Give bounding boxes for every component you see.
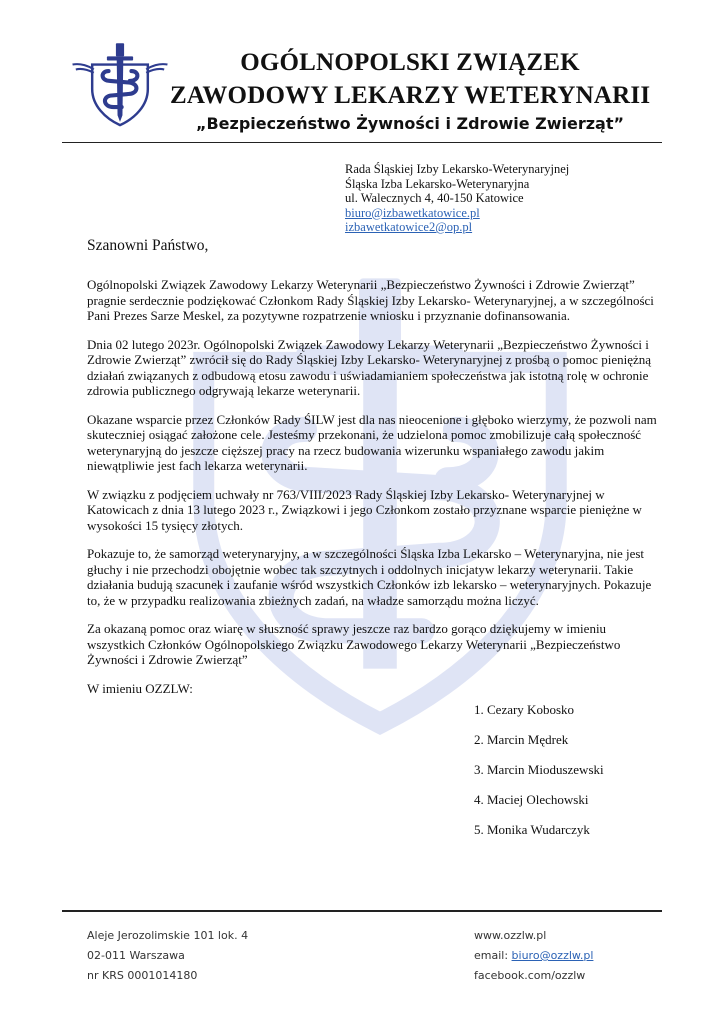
org-title-line1: OGÓLNOPOLSKI ZWIĄZEK xyxy=(240,49,580,76)
footer-email-row xyxy=(474,946,593,966)
paragraph: Ogólnopolski Związek Zawodowy Lekarzy Weterynarii „Bezpieczeństwo Żywności i Zdrowie Zwierząt” pragnie serdecznie podziękować Członkom Rady Śląskiej Izby Lekarsko- Weterynaryjnej, a w szczególności Pani Prezes Sarze Meskel, za pozytywne rozpatrzenie wniosku i przyznanie dofinansowania. xyxy=(87,277,654,323)
paragraph: Pokazuje to, że samorząd weterynaryjny, a w szczególności Śląska Izba Lekarsko – Weterynaryjna, nie jest głuchy i nie przechodzi obojętnie wobec tak szczytnych i oddolnych inicjatyw lekarzy weterynarii. Takie działania budują szacunek i zaufanie wśród wszystkich Członków izb lekarsko – weterynaryjnych. Pokazuje to, że w przypadku realizowania zbieżnych zadań, na władze samorządu można liczyć. xyxy=(87,546,652,608)
footer-contact xyxy=(474,926,593,986)
footer-email-link[interactable]: biuro@ozzlw.pl xyxy=(511,949,594,962)
footer-address-line: 02-011 Warszawa xyxy=(87,949,185,962)
signatories-list xyxy=(474,702,665,852)
footer-email-label: email: xyxy=(474,949,512,962)
recipient-email-link[interactable]: izbawetkatowice2@op.pl xyxy=(345,220,473,234)
signature-intro: W imieniu OZZLW: xyxy=(87,680,193,696)
footer-address xyxy=(87,926,248,986)
paragraph: Okazane wsparcie przez Członków Rady ŚILW jest dla nas nieocenione i głęboko wierzymy, że pozwoli nam skuteczniej osiągać założone cele. Jesteśmy przekonani, że udzielona pomoc zmobilizuje całą społeczność weterynaryjną do jeszcze cięższej pracy na rzecz budowania wizerunku wspaniałego zawodu jakim niewątpliwie jest fach lekarza weterynarii. xyxy=(87,411,657,473)
paragraph: Dnia 02 lutego 2023r. Ogólnopolski Związek Zawodowy Lekarzy Weterynarii „Bezpieczeństwo Żywności i Zdrowie Zwierząt” zwrócił się do Rady Śląskiej Izby Lekarsko- Weterynaryjnej z prośbą o pomoc pieniężną działań związanych z odbudową etosu zawodu i uświadamianiem społeczeństwa jak istotną rolę w ochronie zdrowia publicznego odgrywają lekarze weterynarii. xyxy=(87,336,652,398)
signatory: 4. Maciej Olechowski xyxy=(474,792,589,807)
letter-content xyxy=(87,232,665,852)
org-title-line2: ZAWODOWY LEKARZY WETERYNARII xyxy=(170,82,651,109)
recipient-line: Śląska Izba Lekarsko-Weterynaryjna xyxy=(345,176,530,191)
veterinary-shield-caduceus-icon xyxy=(70,40,170,130)
recipient-email-link[interactable]: biuro@izbawetkatowice.pl xyxy=(345,205,480,220)
footer-krs: nr KRS 0001014180 xyxy=(87,969,198,982)
signatory: 3. Marcin Mioduszewski xyxy=(474,762,604,777)
org-motto: „Bezpieczeństwo Żywności i Zdrowie Zwierząt” xyxy=(195,114,625,133)
recipient-address xyxy=(345,162,569,235)
signatory: 5. Monika Wudarczyk xyxy=(474,822,590,837)
footer-divider xyxy=(62,910,662,912)
header-divider xyxy=(62,142,662,143)
salutation: Szanowni Państwo, xyxy=(87,237,209,254)
recipient-line: ul. Walecznych 4, 40-150 Katowice xyxy=(345,191,524,205)
letter-body xyxy=(87,237,665,696)
footer-facebook[interactable]: facebook.com/ozzlw xyxy=(474,969,586,982)
footer-website[interactable]: www.ozzlw.pl xyxy=(474,929,547,942)
footer-address-line: Aleje Jerozolimskie 101 lok. 4 xyxy=(87,929,249,942)
recipient-line: Rada Śląskiej Izby Lekarsko-Weterynaryjnej xyxy=(345,162,570,176)
signatory: 2. Marcin Mędrek xyxy=(474,732,569,747)
paragraph: Za okazaną pomoc oraz wiarę w słuszność sprawy jeszcze raz bardzo gorąco dziękujemy w imieniu wszystkich Członków Ogólnopolskiego Związku Zawodowego Lekarzy Weterynarii „Bezpieczeństwo Żywności i Zdrowie Zwierząt” xyxy=(87,621,621,667)
paragraph: W związku z podjęciem uchwały nr 763/VIII/2023 Rady Śląskiej Izby Lekarsko- Weterynaryjnej w Katowicach z dnia 13 lutego 2023 r., Związkowi i jego Członkom zostało przyznane wsparcie pieniężne w wysokości 15 tysięcy złotych. xyxy=(87,486,642,533)
signatory: 1. Cezary Kobosko xyxy=(474,702,575,717)
